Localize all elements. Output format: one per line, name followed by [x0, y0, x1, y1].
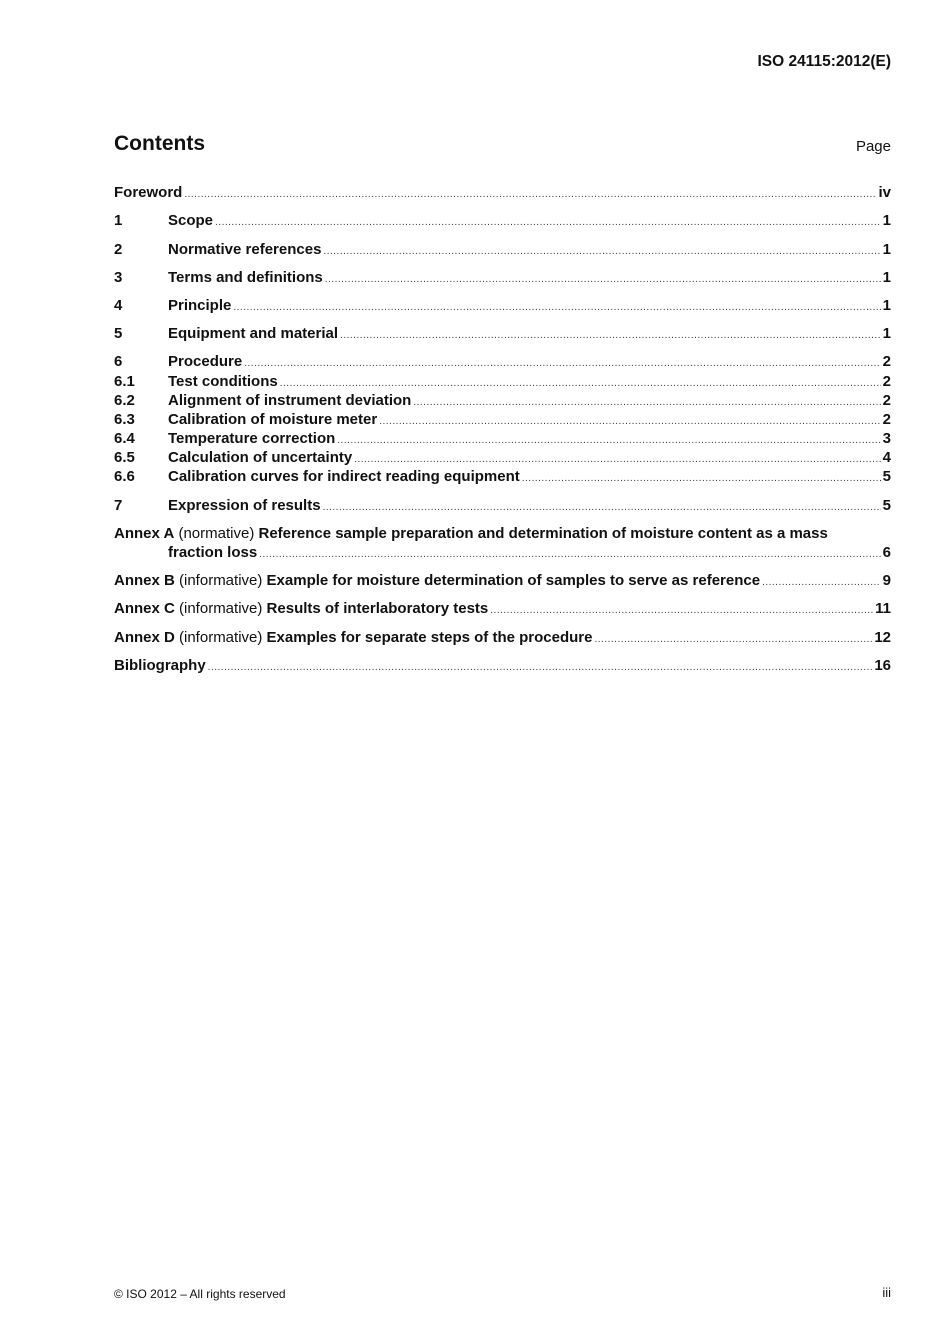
toc-entry-number: 4 — [114, 297, 123, 314]
toc-entry-title: Temperature correction — [168, 430, 336, 447]
annex-type: (informative) — [179, 629, 263, 646]
toc-entry-title: Bibliography — [114, 657, 206, 674]
annex-label: Annex C — [114, 600, 175, 617]
toc-entry-number: 6.5 — [114, 449, 135, 466]
dot-leader — [208, 658, 873, 677]
toc-entry-number: 6.1 — [114, 373, 135, 390]
toc-entry-temperature-correction[interactable] — [114, 429, 891, 450]
annex-title-continued: fraction loss — [168, 544, 258, 561]
dot-leader — [325, 270, 881, 289]
dot-leader — [215, 213, 881, 232]
dot-leader — [595, 630, 873, 649]
toc-entry-calibration-meter[interactable] — [114, 410, 891, 431]
toc-entry-page: 11 — [875, 600, 891, 617]
dot-leader — [259, 545, 880, 564]
annex-title: Examples for separate steps of the procedure — [266, 629, 593, 646]
toc-entry-number: 6.4 — [114, 430, 135, 447]
annex-label: Annex D — [114, 629, 175, 646]
toc-entry-number: 6.6 — [114, 468, 135, 485]
toc-entry-page: 1 — [882, 269, 891, 286]
annex-title: Reference sample preparation and determination of moisture content as a mass — [258, 525, 828, 542]
toc-entry-page: 4 — [882, 449, 891, 466]
toc-annex-a-continued[interactable] — [168, 543, 891, 564]
toc-entry-foreword[interactable] — [114, 183, 891, 204]
toc-entry-title: Test conditions — [168, 373, 278, 390]
annex-title: Results of interlaboratory tests — [266, 600, 489, 617]
toc-entry-scope[interactable] — [114, 211, 891, 232]
toc-entry-page: 16 — [874, 657, 891, 674]
dot-leader — [340, 326, 881, 345]
toc-entry-equipment[interactable] — [114, 324, 891, 345]
toc-entry-number: 6 — [114, 353, 123, 370]
toc-entry-normative-references[interactable] — [114, 240, 891, 261]
toc-entry-uncertainty[interactable] — [114, 448, 891, 469]
toc-entry-page: 1 — [882, 212, 891, 229]
dot-leader — [233, 298, 880, 317]
annex-type: (informative) — [179, 572, 263, 589]
toc-entry-alignment[interactable] — [114, 391, 891, 412]
toc-entry-page: 3 — [882, 430, 891, 447]
toc-entry-title: Calibration of moisture meter — [168, 411, 378, 428]
toc-annex-a[interactable] — [114, 524, 891, 543]
contents-title: Contents — [114, 132, 205, 155]
toc-entry-page: 6 — [882, 544, 891, 561]
dot-leader — [323, 498, 881, 517]
toc-entry-page: 2 — [882, 411, 891, 428]
toc-entry-page: 1 — [882, 297, 891, 314]
toc-entry-title: Alignment of instrument deviation — [168, 392, 412, 409]
toc-entry-title: Calculation of uncertainty — [168, 449, 353, 466]
toc-entry-page: 5 — [882, 468, 891, 485]
toc-entry-page: iv — [878, 184, 891, 201]
toc-entry-page: 2 — [882, 353, 891, 370]
toc-entry-number: 3 — [114, 269, 123, 286]
toc-entry-title: Scope — [168, 212, 214, 229]
toc-entry-title: Normative references — [168, 241, 322, 258]
toc-entry-bibliography[interactable] — [114, 656, 891, 677]
toc-entry-terms-definitions[interactable] — [114, 268, 891, 289]
annex-type: (informative) — [179, 600, 263, 617]
document-id: ISO 24115:2012(E) — [757, 53, 891, 70]
toc-entry-principle[interactable] — [114, 296, 891, 317]
dot-leader — [244, 354, 880, 373]
toc-entry-title: Expression of results — [168, 497, 321, 514]
footer-page-number: iii — [882, 1285, 891, 1300]
toc-annex-c[interactable] — [114, 599, 891, 620]
dot-leader — [184, 185, 876, 204]
toc-entry-page: 2 — [882, 392, 891, 409]
toc-entry-number: 7 — [114, 497, 123, 514]
dot-leader — [490, 601, 873, 620]
toc-entry-title: Equipment and material — [168, 325, 339, 342]
footer-copyright: © ISO 2012 – All rights reserved — [114, 1287, 286, 1301]
toc-annex-d[interactable] — [114, 628, 891, 649]
toc-entry-page: 9 — [882, 572, 891, 589]
page-column-label: Page — [855, 138, 891, 155]
toc-entry-number: 6.2 — [114, 392, 135, 409]
toc-entry-page: 1 — [882, 241, 891, 258]
toc-entry-page: 2 — [882, 373, 891, 390]
toc-entry-test-conditions[interactable] — [114, 372, 891, 393]
annex-label: Annex A — [114, 525, 175, 542]
toc-entry-title: Principle — [168, 297, 232, 314]
toc-entry-expression-results[interactable] — [114, 496, 891, 517]
annex-type: (normative) — [178, 525, 255, 542]
toc-entry-title: Foreword — [114, 184, 183, 201]
toc-entry-page: 12 — [874, 629, 891, 646]
annex-label: Annex B — [114, 572, 175, 589]
toc-entry-number: 1 — [114, 212, 123, 229]
toc-entry-procedure[interactable] — [114, 352, 891, 373]
dot-leader — [762, 573, 881, 592]
toc-entry-calibration-curves[interactable] — [114, 467, 891, 488]
toc-entry-number: 6.3 — [114, 411, 135, 428]
dot-leader — [323, 242, 880, 261]
toc-entry-page: 5 — [882, 497, 891, 514]
toc-entry-title: Terms and definitions — [168, 269, 323, 286]
toc-entry-title: Calibration curves for indirect reading equipment — [168, 468, 520, 485]
toc-entry-title: Procedure — [168, 353, 243, 370]
annex-title: Example for moisture determination of samples to serve as reference — [266, 572, 761, 589]
toc-entry-number: 5 — [114, 325, 123, 342]
toc-annex-b[interactable] — [114, 571, 891, 592]
toc-entry-number: 2 — [114, 241, 123, 258]
toc-entry-page: 1 — [882, 325, 891, 342]
dot-leader — [522, 469, 881, 488]
